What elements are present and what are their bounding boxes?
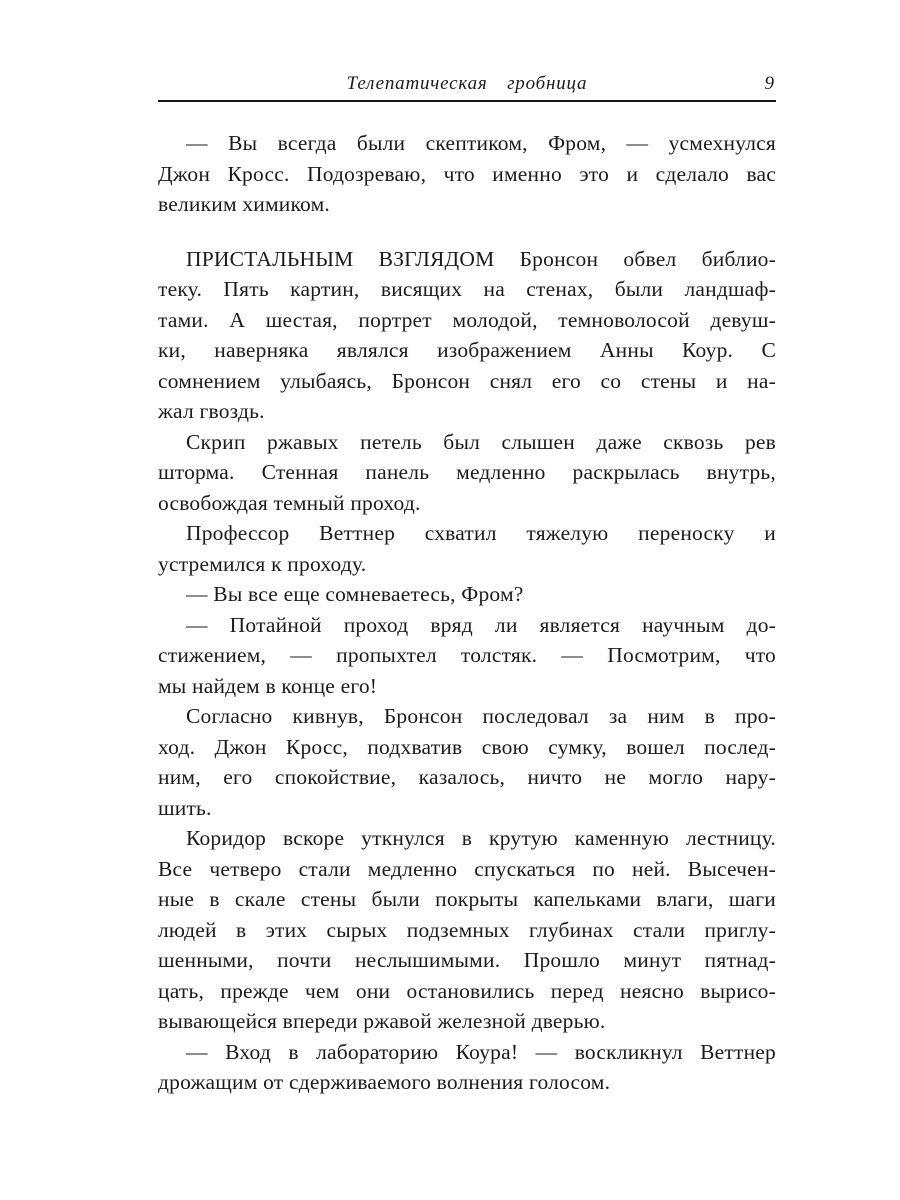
- paragraph: [158, 1037, 776, 1098]
- running-header: [158, 72, 776, 96]
- text-line: ним, его спокойствие, казалось, ничто не могло нару-: [158, 765, 776, 789]
- text-line: ные в скале стены были покрыты капельками влаги, шаги: [158, 887, 776, 911]
- text-line: ки, наверняка являлся изображением Анны Коур. С: [158, 338, 776, 362]
- text-line: тами. А шестая, портрет молодой, темноволосой девуш-: [158, 307, 776, 332]
- text-line: шенными, почти неслышимыми. Прошло минут пятнад-: [158, 948, 776, 972]
- text-line: вывающейся впереди ржавой железной дверью.: [158, 1009, 606, 1033]
- text-line: шторма. Стенная панель медленно раскрылась внутрь,: [158, 460, 776, 484]
- text-line: Согласно кивнув, Бронсон последовал за ним в про-: [186, 704, 776, 728]
- paragraph: [158, 128, 776, 220]
- body-text: [158, 128, 776, 1098]
- text-line: Джон Кросс. Подозреваю, что именно это и сделало вас: [158, 161, 776, 186]
- text-line: мы найдем в конце его!: [158, 673, 378, 698]
- text-line: устремился к проходу.: [158, 551, 367, 576]
- text-line: сомнением улыбаясь, Бронсон снял его со стены и на-: [158, 368, 776, 393]
- text-line: Все четверо стали медленно спускаться по ней. Высечен-: [158, 856, 776, 881]
- text-line: шить.: [158, 795, 212, 820]
- text-line: ход. Джон Кросс, подхватив свою сумку, вошел послед-: [158, 734, 776, 759]
- text-line: — Вход в лабораторию Коура! — воскликнул Веттнер: [186, 1039, 776, 1064]
- running-title: Телепатическая гробница: [346, 73, 588, 94]
- text-line: стижением, — пропыхтел толстяк. — Посмотрим, что: [158, 643, 776, 667]
- paragraph: [158, 701, 776, 823]
- text-line: — Потайной проход вряд ли является научным до-: [186, 612, 776, 637]
- header-rule: [158, 100, 776, 102]
- text-line: великим химиком.: [158, 192, 330, 216]
- text-line: теку. Пять картин, висящих на стенах, были ландшаф-: [158, 277, 776, 301]
- text-line: жал гвоздь.: [158, 399, 265, 423]
- text-line: Коридор вскоре уткнулся в крутую каменную лестницу.: [186, 826, 776, 850]
- paragraph: [158, 427, 776, 519]
- paragraph: [158, 518, 776, 579]
- text-line: Скрип ржавых петель был слышен даже сквозь рев: [186, 429, 776, 454]
- paragraph: [158, 579, 776, 610]
- text-line: — Вы все еще сомневаетесь, Фром?: [186, 582, 524, 606]
- paragraph: [158, 823, 776, 1037]
- text-block: [158, 72, 776, 1098]
- page-number: 9: [764, 73, 774, 94]
- text-line: Профессор Веттнер схватил тяжелую переноску и: [186, 521, 776, 545]
- text-line: людей в этих сырых подземных глубинах стали приглу-: [158, 917, 776, 942]
- text-line: дрожащим от сдерживаемого волнения голосом.: [158, 1070, 611, 1094]
- text-line: освобождая темный проход.: [158, 490, 421, 515]
- text-line: — Вы всегда были скептиком, Фром, — усмехнулся: [186, 131, 776, 155]
- text-line: цать, прежде чем они остановились перед неясно вырисо-: [158, 978, 776, 1003]
- text-line: ПРИСТАЛЬНЫМ ВЗГЛЯДОМ Бронсон обвел библио-: [186, 246, 776, 271]
- paragraph: [158, 244, 776, 427]
- paragraph: [158, 610, 776, 702]
